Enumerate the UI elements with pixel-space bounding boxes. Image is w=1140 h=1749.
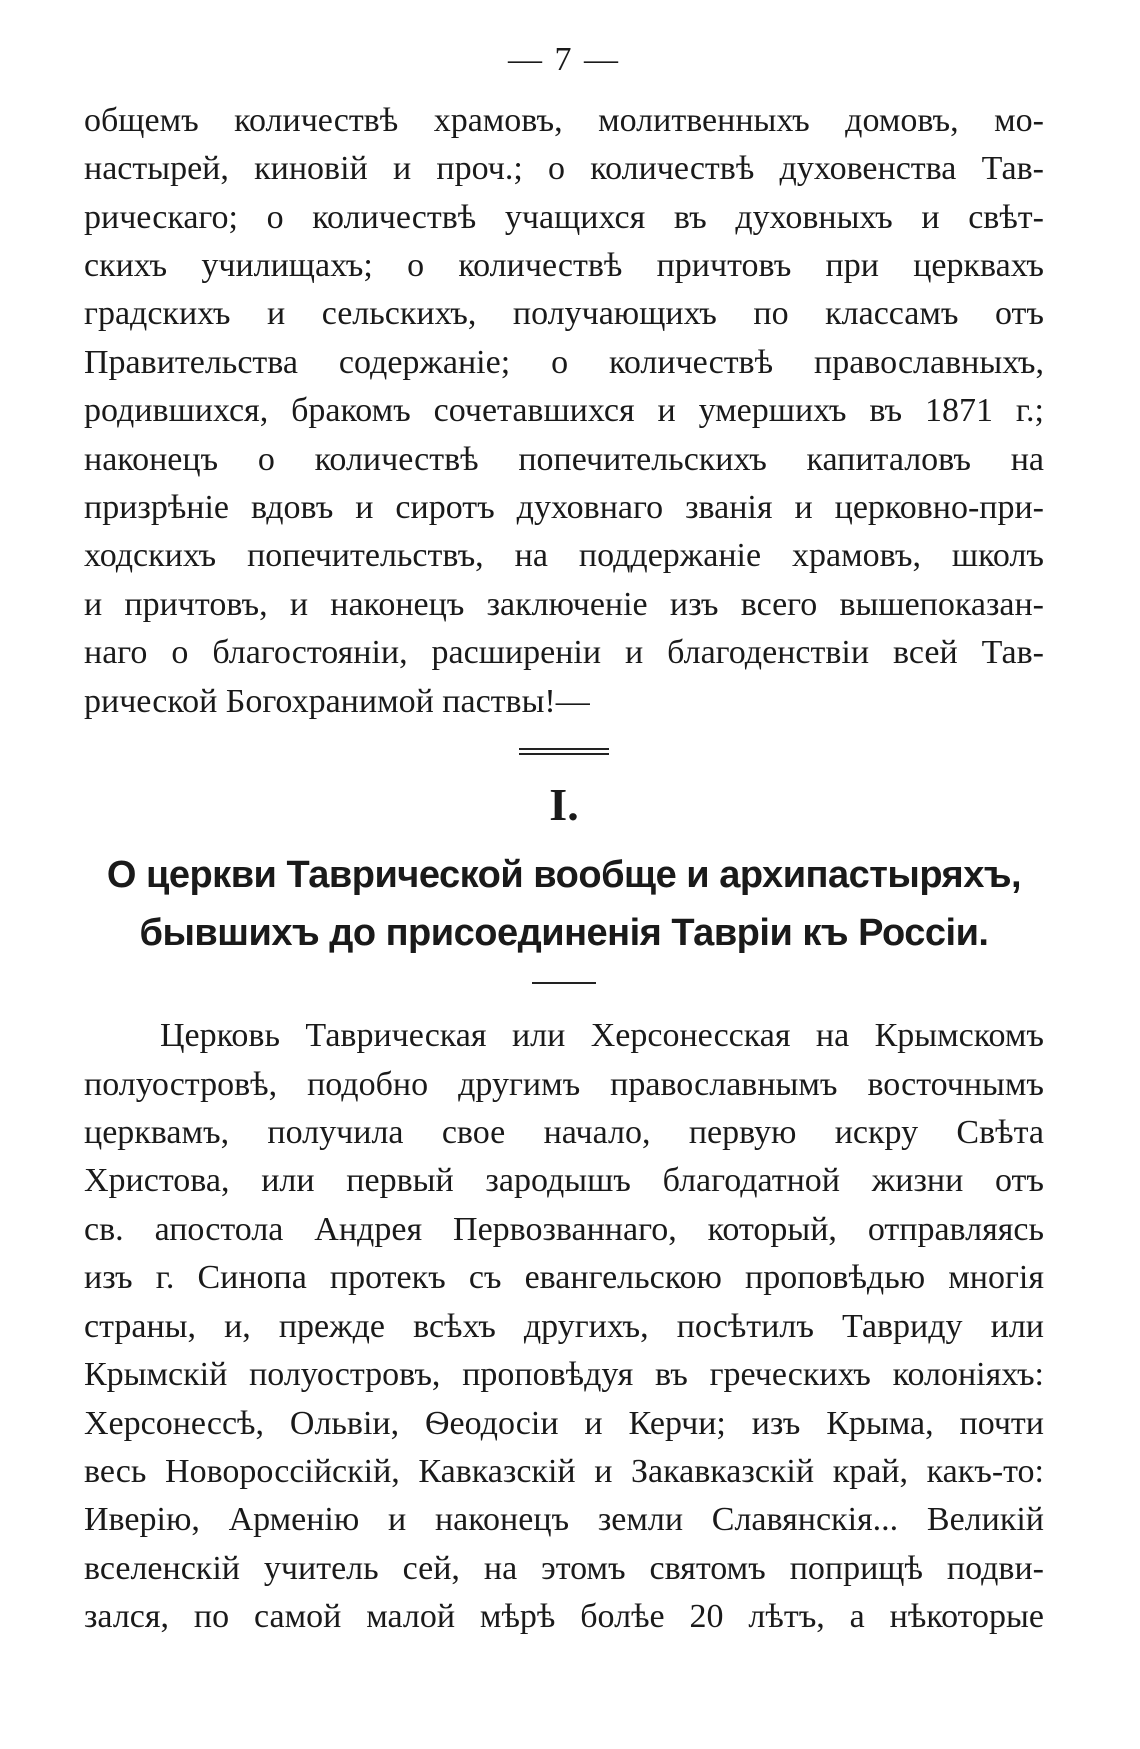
body-line: церквамъ, получила свое начало, первую искру Свѣта — [84, 1114, 1044, 1152]
intro-line: наконецъ о количествѣ попечительскихъ капиталовъ на — [84, 440, 1044, 478]
intro-line: ходскихъ попечительствъ, на поддержаніе храмовъ, школъ — [84, 537, 1044, 575]
body-line: вселенскій учитель сей, на этомъ святомъ поприщѣ подви- — [84, 1549, 1044, 1587]
body-line: страны, и, прежде всѣхъ другихъ, посѣтилъ Тавриду или — [84, 1307, 1044, 1345]
section-number: I. — [549, 779, 579, 831]
intro-line: родившихся, бракомъ сочетавшихся и умершихъ въ 1871 г.; — [84, 392, 1044, 430]
body-line: Херсонессѣ, Ольвіи, Ѳеодосіи и Керчи; изъ Крыма, почти — [84, 1404, 1044, 1442]
body-paragraph — [84, 1012, 1044, 1641]
body-line: полуостровѣ, подобно другимъ православнымъ восточнымъ — [84, 1065, 1044, 1103]
section-title-line: О церкви Таврической вообще и архипастыряхъ, — [106, 854, 1022, 897]
section-title-line: бывшихъ до присоединенія Тавріи къ Россіи. — [139, 912, 989, 955]
body-line: Церковь Таврическая или Херсонесская на Крымскомъ — [160, 1017, 1044, 1055]
book-page — [84, 40, 1044, 1642]
intro-line: Правительства содержаніе; о количествѣ православныхъ, — [84, 343, 1044, 381]
body-line: изъ г. Синопа протекъ съ евангельскою проповѣдью многія — [84, 1259, 1044, 1297]
intro-line: рической Богохранимой паствы!— — [84, 682, 590, 720]
short-rule-divider — [532, 982, 596, 984]
intro-line: рическаго; о количествѣ учащихся въ духовныхъ и свѣт- — [84, 198, 1044, 236]
intro-line: градскихъ и сельскихъ, получающихъ по классамъ отъ — [84, 295, 1044, 333]
section-title — [84, 846, 1044, 962]
body-line: Крымскій полуостровъ, проповѣдуя въ греческихъ колоніяхъ: — [84, 1356, 1044, 1394]
intro-paragraph — [84, 97, 1044, 726]
intro-line: и причтовъ, и наконецъ заключеніе изъ всего вышепоказан- — [84, 585, 1044, 623]
intro-line: общемъ количествѣ храмовъ, молитвенныхъ домовъ, мо- — [84, 101, 1044, 139]
body-line: Иверію, Арменію и наконецъ земли Славянскія... Великій — [84, 1501, 1044, 1539]
body-line: зался, по самой малой мѣрѣ болѣе 20 лѣтъ, а нѣкоторые — [84, 1598, 1044, 1636]
double-rule-divider — [519, 748, 609, 755]
body-line: весь Новороссійскій, Кавказскій и Закавказскій край, какъ-то: — [84, 1452, 1044, 1490]
body-line: Христова, или первый зародышъ благодатной жизни отъ — [84, 1162, 1044, 1200]
intro-line: настырей, киновій и проч.; о количествѣ духовенства Тав- — [84, 150, 1044, 188]
intro-line: наго о благостояніи, расширеніи и благоденствіи всей Тав- — [84, 634, 1044, 672]
intro-line: скихъ училищахъ; о количествѣ причтовъ при церквахъ — [84, 247, 1044, 285]
page-number: — 7 — — [508, 41, 620, 78]
intro-line: призрѣніе вдовъ и сиротъ духовнаго званія и церковно-при- — [84, 489, 1044, 527]
body-line: св. апостола Андрея Первозваннаго, который, отправляясь — [84, 1210, 1044, 1248]
